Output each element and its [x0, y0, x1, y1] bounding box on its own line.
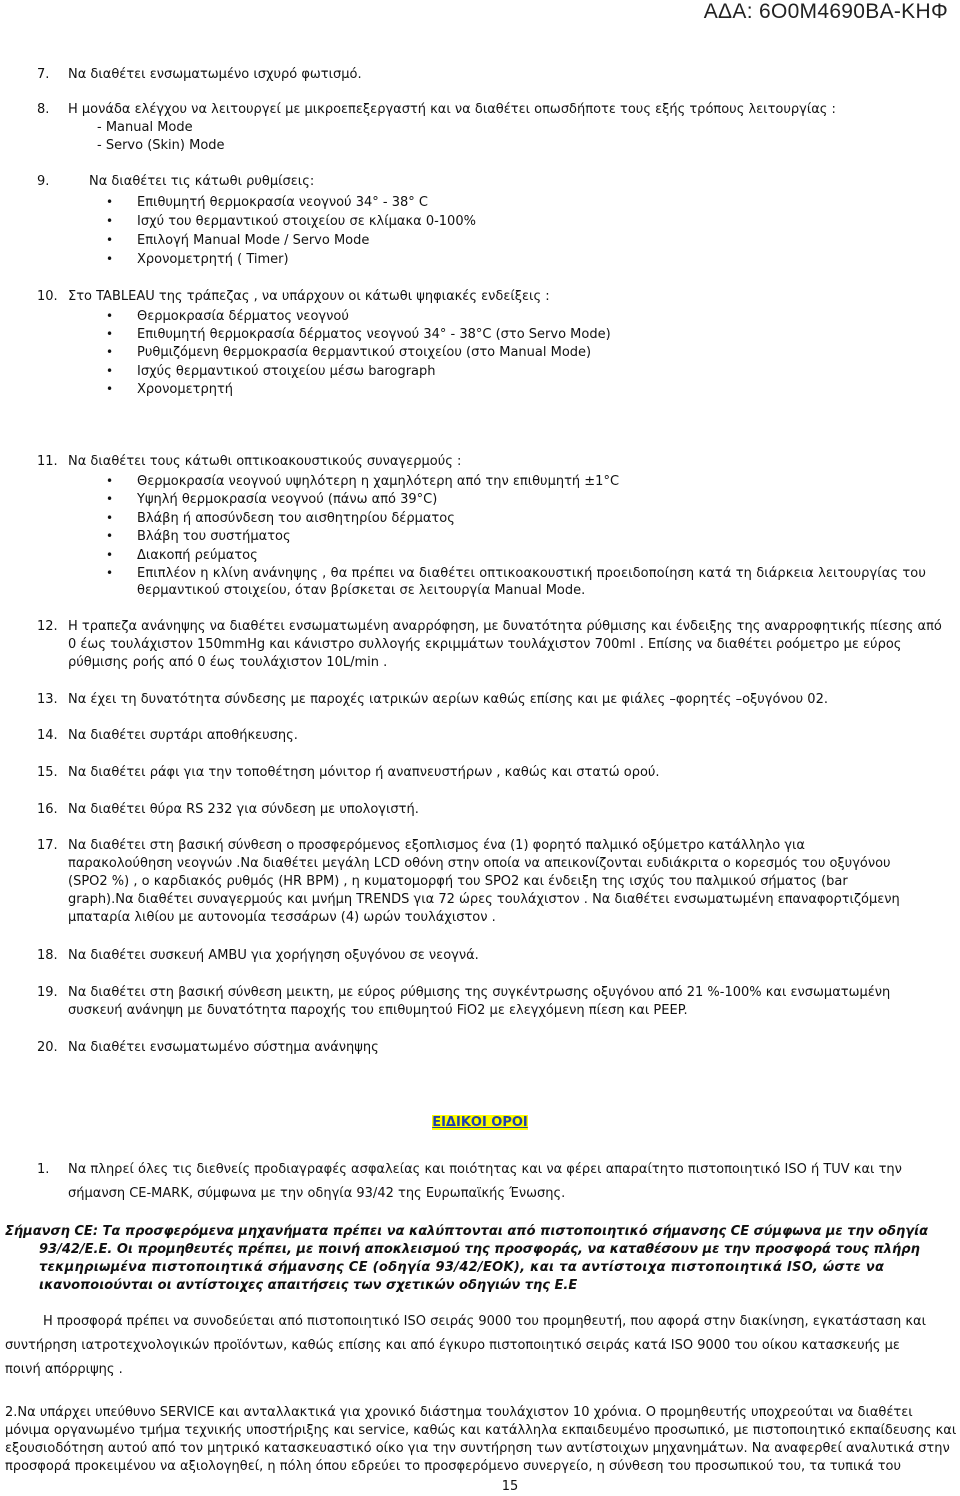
- item-18: [37, 947, 954, 965]
- bullet-icon: [106, 307, 137, 326]
- page-number: 15: [501, 1479, 519, 1494]
- item-number: 15.: [37, 765, 58, 780]
- item-15: [37, 764, 954, 782]
- item-8: [37, 101, 954, 155]
- bullet-icon: [106, 564, 137, 583]
- bullet-icon: [106, 490, 137, 509]
- list-item: •Ισχύς θερμαντικού στοιχείου μέσω barograph: [106, 362, 436, 380]
- bullet-icon: [106, 193, 137, 212]
- list-item: •Διακοπή ρεύματος: [106, 546, 258, 564]
- bullet-icon: [106, 546, 137, 565]
- ce-note: Σήμανση CE: Τα προσφερόμενα μηχανήματα πρέπει να καλύπτονται από πιστοποιητικό σήμανσης CE σύμφωνα με την οδηγία 93/42/E.E. Οι προμηθευτές πρέπει, με ποινή αποκλεισμού της προσφοράς, να καταθέσουν με την προσφορά τους πλήρη τεκμηριωμένα πιστοποιητικά σήμανσης CE (οδηγία 93/42/ΕΟΚ), και τα αντίστοιχα πιστοποιητικά ISO, ώστε να ικανοποιούνται οι αντίστοιχες απαιτήσεις των σχετικών οδηγιών της E.E: [5, 1224, 929, 1293]
- bullet-icon: [106, 250, 137, 269]
- iso-paragraph: Η προσφορά πρέπει να συνοδεύεται από πιστοποιητικό ISO σειράς 9000 του προμηθευτή, που αφορά στην διακίνηση, εγκατάσταση και συντήρηση ιατροτεχνολογικών προϊόντων, καθώς επίσης και από έγκυρο πιστοποιητικό σειράς κατά ISO 9000 του οίκου κατασκευής με ποινή απόρριψης .: [5, 1314, 927, 1377]
- item-text: Να διαθέτει τους κάτωθι οπτικοακουστικούς συναγερμούς :: [68, 454, 462, 469]
- term-2: 2.Να υπάρχει υπεύθυνο SERVICE και ανταλλακτικά για χρονικό διάστημα τουλάχιστον 10 χρόνια. Ο προμηθευτής υποχρεούται να διαθέτει μόνιμα οργανωμένο τμήμα τεχνικής υποστήριξης και service, καθώς και κατάλληλα εκπαιδευμένο προσωπικό, με πιστοποιητικό εκπαίδευσης και εξουσιοδότηση αυτού από τον μητρικό κατασκευαστικό οίκο για την συντήρηση των αντίστοιχων μηχανημάτων. Να αναφερθεί αναλυτικά στην προσφορά προκειμένου να αξιολογηθεί, η πόλη όπου εδρεύει το προσφερόμενο συνεργείο, η σύνθεση του προσωπικού του, τα τυπικά του: [5, 1405, 957, 1474]
- term-1: 1. Να πληρεί όλες τις διεθνείς προδιαγραφές ασφαλείας και ποιότητας και να φέρει απαραίτητο πιστοποιητικό ISO ή TUV και την σήμανση CE-MARK, σύμφωνα με την οδηγία 93/42 της Ευρωπαϊκής Ένωσης.: [37, 1162, 902, 1201]
- item-text: Να διαθέτει θύρα RS 232 για σύνδεση με υπολογιστή.: [68, 802, 419, 817]
- item-16: [37, 801, 954, 819]
- bullet-icon: [106, 380, 137, 399]
- list-item: •Χρονομετρητή: [106, 380, 233, 398]
- item-12: 12. Η τραπεζα ανάνηψης να διαθέτει ενσωματωμένη αναρρόφηση, με δυνατότητα ρύθμισης και ένδειξης της αναρροφητικής πίεσης από 0 έως τουλάχιστον 150mmHg και κάνιστρο συλλογής εκριμμάτων τουλάχιστον 700ml . Επίσης να διαθέτει ροόμετρο με εύρος ρύθμισης ροής από 0 έως τουλάχιστον 10L/min .: [37, 619, 942, 670]
- item-11: [37, 453, 954, 471]
- item-text: Να διαθέτει συσκευή AMBU για χορήγηση οξυγόνου σε νεογνά.: [68, 948, 479, 963]
- item-number: 11.: [37, 454, 58, 469]
- item-number: 18.: [37, 948, 58, 963]
- item-text: Να διαθέτει ράφι για την τοποθέτηση μόνιτορ ή αναπνευστήρων , καθώς και στατώ ορού.: [68, 765, 660, 780]
- item-number: 20.: [37, 1040, 58, 1055]
- document-id: ΑΔΑ: 6Ο0Μ4690ΒΑ-ΚΗΦ: [703, 0, 948, 23]
- list-item: •Επιλογή Manual Mode / Servo Mode: [106, 231, 369, 249]
- list-item: •Βλάβη του συστήματος: [106, 527, 291, 545]
- list-item: •Ισχύ του θερμαντικού στοιχείου σε κλίμακα 0-100%: [106, 212, 476, 230]
- item-number: 12.: [37, 619, 58, 634]
- list-item: •Υψηλή θερμοκρασία νεογνού (πάνω από 39°C): [106, 490, 437, 508]
- item-text: Να διαθέτει ενσωματωμένο ισχυρό φωτισμό.: [68, 67, 362, 82]
- item-text: Να διαθέτει τις κάτωθι ρυθμίσεις:: [89, 174, 315, 189]
- bullet-icon: [106, 472, 137, 491]
- mode-servo: - Servo (Skin) Mode: [97, 138, 225, 153]
- list-item: •Ρυθμιζόμενη θερμοκρασία θερμαντικού στοιχείου (στο Manual Mode): [106, 343, 591, 361]
- item-number: 16.: [37, 802, 58, 817]
- item-number: 14.: [37, 728, 58, 743]
- item-7: [37, 66, 954, 84]
- mode-manual: - Manual Mode: [97, 120, 193, 135]
- item-20: [37, 1039, 954, 1057]
- section-title: ΕΙΔΙΚΟΙ ΟΡΟΙ: [432, 1115, 528, 1130]
- item-17: 17. Να διαθέτει στη βασική σύνθεση ο προσφερόμενος εξοπλισμος ένα (1) φορητό παλμικό οξύμετρο κατάλληλο για παρακολούθηση νεογνών .Να διαθέτει μεγάλη LCD οθόνη στην οποία να απεικονίζονται ευδιάκριτα ο κορεσμός του οξυγόνου (SPO2 %) , ο καρδιακός ρυθμός (HR BPM) , η κυματομορφή του SPO2 και ένδειξη της ισχύς του παλμικού σήματος (bar graph).Να διαθέτει συναγερμούς και μνήμη TRENDS για 72 ώρες τουλάχιστον . Να διαθέτει ενσωματωμένη επαναφορτιζόμενη μπαταρία λιθίου με αυτονομία τεσσάρων (4) ωρών τουλάχιστον .: [37, 838, 900, 925]
- bullet-icon: [106, 325, 137, 344]
- item-text: Στο TABLEAU της τράπεζας , να υπάρχουν οι κάτωθι ψηφιακές ενδείξεις :: [68, 289, 550, 304]
- item-number: 9.: [37, 174, 50, 189]
- item-9: [37, 173, 954, 191]
- item-19: 19. Να διαθέτει στη βασική σύνθεση μεικτη, με εύρος ρύθμισης της συγκέντρωσης οξυγόνου από 21 %-100% και ενσωματωμένη συσκευή ανάνηψη με δυνατότητα παροχής του επιθυμητού FiO2 με ελεγχόμενη πίεση και PEEP.: [37, 985, 891, 1018]
- item-number: 10.: [37, 289, 58, 304]
- bullet-icon: [106, 231, 137, 250]
- bullet-icon: [106, 527, 137, 546]
- item-13: [37, 691, 954, 709]
- list-item: •Βλάβη ή αποσύνδεση του αισθητηρίου δέρματος: [106, 509, 455, 527]
- list-item: •Επιθυμητή θερμοκρασία δέρματος νεογνού 34° - 38°C (στο Servo Mode): [106, 325, 611, 343]
- item-text: Να διαθέτει ενσωματωμένο σύστημα ανάνηψης: [68, 1040, 379, 1055]
- list-item: •Θερμοκρασία δέρματος νεογνού: [106, 307, 349, 325]
- item-number: 13.: [37, 692, 58, 707]
- bullet-icon: [106, 343, 137, 362]
- list-item: •Θερμοκρασία νεογνού υψηλότερη η χαμηλότερη από την επιθυμητή ±1°C: [106, 472, 619, 490]
- item-number: 1.: [37, 1162, 50, 1177]
- item-10: [37, 288, 954, 306]
- item-number: 17.: [37, 838, 58, 853]
- list-item: •Χρονομετρητή ( Timer): [106, 250, 289, 268]
- item-text: Να έχει τη δυνατότητα σύνδεσης με παροχές ιατρικών αερίων καθώς επίσης και με φιάλες –φορητές –οξυγόνου 02.: [68, 692, 828, 707]
- bullet-icon: [106, 212, 137, 231]
- list-item: •Επιθυμητή θερμοκρασία νεογνού 34° - 38° C: [106, 193, 428, 211]
- item-number: 19.: [37, 985, 58, 1000]
- bullet-icon: [106, 362, 137, 381]
- item-text: Η μονάδα ελέγχου να λειτουργεί με μικροεπεξεργαστή και να διαθέτει οπωσδήποτε τους εξής τρόπους λειτουργίας :: [68, 102, 836, 117]
- list-item: •Επιπλέον η κλίνη ανάνηψης , θα πρέπει να διαθέτει οπτικοακουστική προειδοποίηση κατά τη διάρκεια λειτουργίας του θερμαντικού στοιχείου, όταν βρίσκεται σε λειτουργία Manual Mode.: [106, 564, 954, 600]
- bullet-icon: [106, 509, 137, 528]
- item-14: [37, 727, 954, 745]
- item-text: Να διαθέτει συρτάρι αποθήκευσης.: [68, 728, 298, 743]
- item-number: 8.: [37, 102, 50, 117]
- item-number: 7.: [37, 67, 50, 82]
